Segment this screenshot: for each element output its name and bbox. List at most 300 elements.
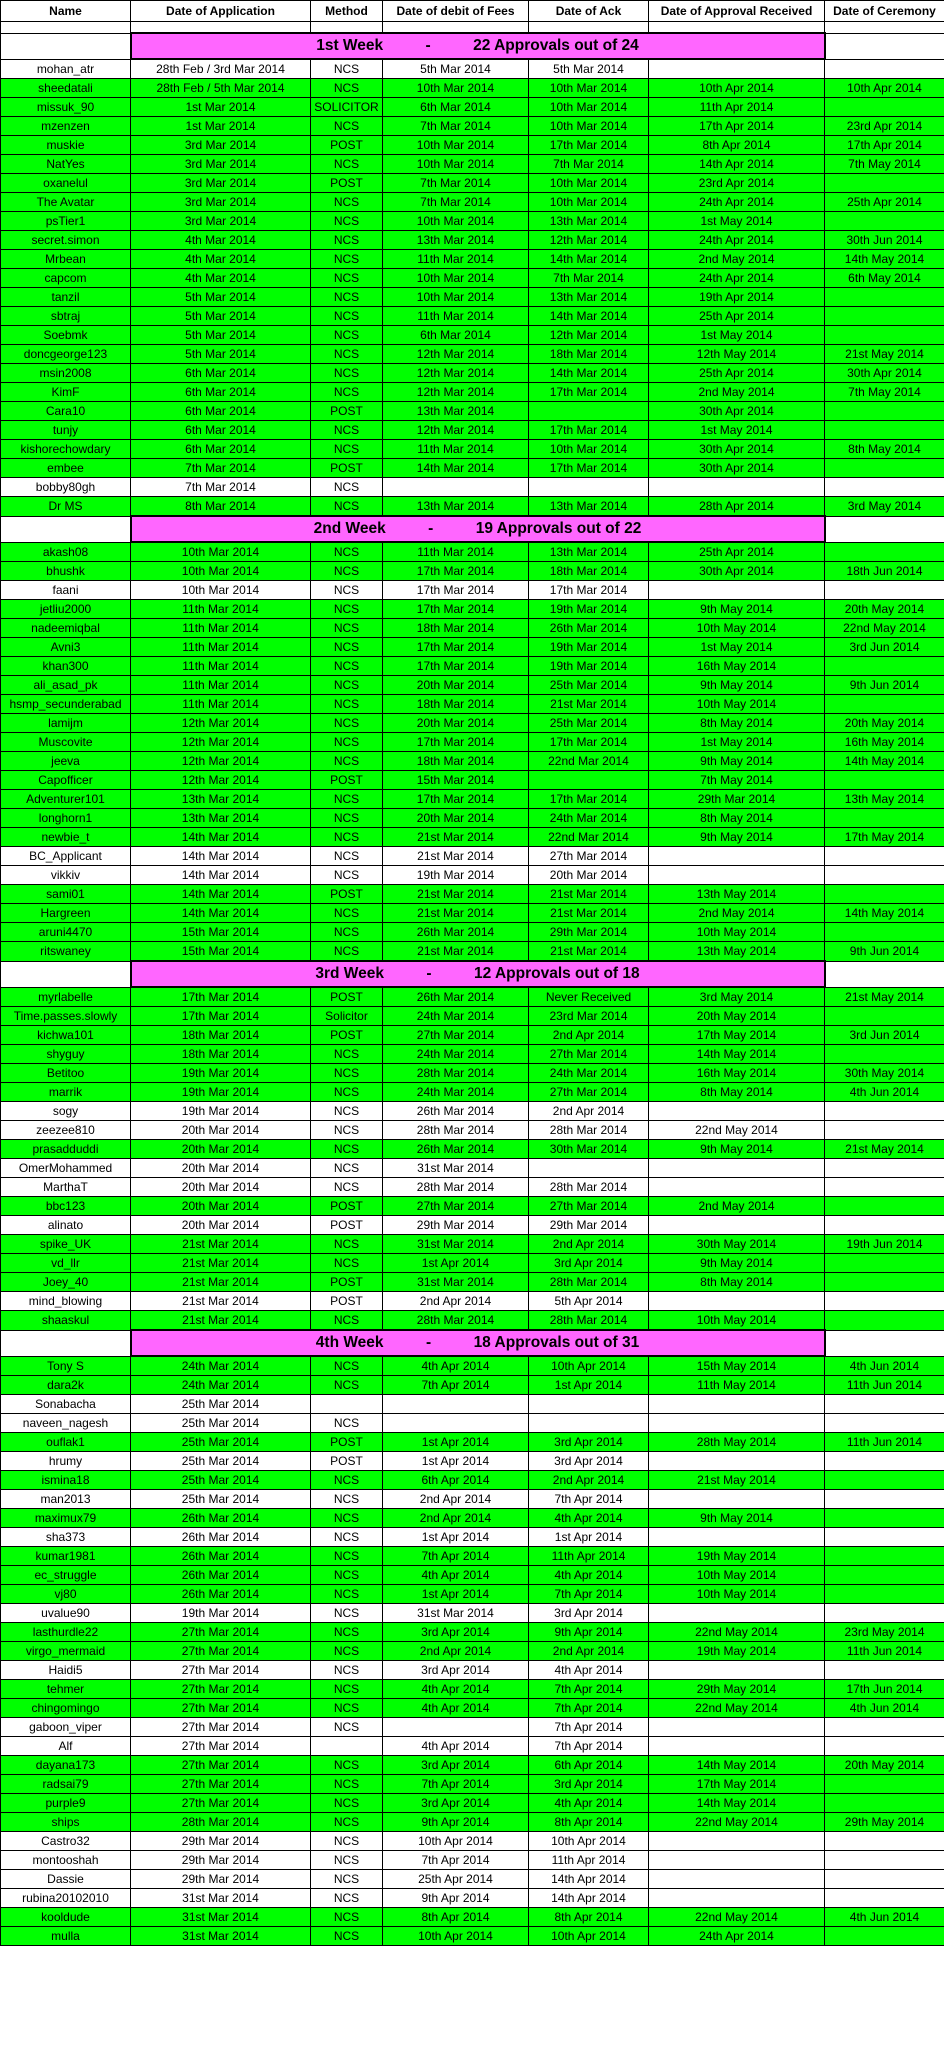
ack-date-cell: 17th Mar 2014 (529, 459, 649, 478)
applicant-name-cell: spike_UK (1, 1235, 131, 1254)
fee-debit-date-cell: 2nd Apr 2014 (383, 1509, 529, 1528)
ack-date-cell: 7th Mar 2014 (529, 269, 649, 288)
approval-date-cell: 20th May 2014 (649, 1007, 825, 1026)
ceremony-date-cell (825, 307, 944, 326)
approval-date-cell: 9th May 2014 (649, 1140, 825, 1159)
ack-date-cell: 10th Mar 2014 (529, 440, 649, 459)
approval-date-cell: 12th May 2014 (649, 345, 825, 364)
approval-date-cell (649, 59, 825, 79)
fee-debit-date-cell: 13th Mar 2014 (383, 402, 529, 421)
ceremony-date-cell: 17th Apr 2014 (825, 136, 944, 155)
ack-date-cell: 4th Apr 2014 (529, 1794, 649, 1813)
applicant-name-cell: dara2k (1, 1376, 131, 1395)
ceremony-date-cell: 13th May 2014 (825, 790, 944, 809)
table-row (1, 307, 944, 326)
method-cell: NCS (311, 1471, 383, 1490)
ack-date-cell: 19th Mar 2014 (529, 657, 649, 676)
ceremony-date-cell (825, 59, 944, 79)
approval-date-cell (649, 1216, 825, 1235)
table-row (1, 828, 944, 847)
approval-date-cell: 8th Apr 2014 (649, 136, 825, 155)
method-cell: NCS (311, 1889, 383, 1908)
applicant-name-cell: Joey_40 (1, 1273, 131, 1292)
ack-date-cell: 19th Mar 2014 (529, 600, 649, 619)
ceremony-date-cell (825, 1159, 944, 1178)
method-cell: NCS (311, 1623, 383, 1642)
application-date-cell: 12th Mar 2014 (131, 714, 311, 733)
method-cell: POST (311, 459, 383, 478)
application-date-cell: 27th Mar 2014 (131, 1623, 311, 1642)
table-row (1, 885, 944, 904)
applicant-name-cell: Dr MS (1, 497, 131, 517)
method-cell: NCS (311, 1547, 383, 1566)
fee-debit-date-cell: 13th Mar 2014 (383, 231, 529, 250)
ack-date-cell: 27th Mar 2014 (529, 847, 649, 866)
table-row (1, 1045, 944, 1064)
fee-debit-date-cell: 28th Mar 2014 (383, 1311, 529, 1331)
application-date-cell: 20th Mar 2014 (131, 1216, 311, 1235)
fee-debit-date-cell: 28th Mar 2014 (383, 1121, 529, 1140)
applicant-name-cell: lamijm (1, 714, 131, 733)
approval-date-cell: 10th May 2014 (649, 1311, 825, 1331)
col-header-name: Name (1, 1, 131, 22)
method-cell: NCS (311, 1851, 383, 1870)
applicant-name-cell: alinato (1, 1216, 131, 1235)
method-cell (311, 1395, 383, 1414)
method-cell: NCS (311, 1718, 383, 1737)
approval-date-cell: 24th Apr 2014 (649, 193, 825, 212)
ceremony-date-cell: 25th Apr 2014 (825, 193, 944, 212)
fee-debit-date-cell: 7th Apr 2014 (383, 1376, 529, 1395)
table-row (1, 1433, 944, 1452)
applicant-name-cell: Adventurer101 (1, 790, 131, 809)
applicant-name-cell: Cara10 (1, 402, 131, 421)
ceremony-date-cell: 7th May 2014 (825, 155, 944, 174)
week-header-row (1, 33, 944, 59)
applicant-name-cell: khan300 (1, 657, 131, 676)
application-date-cell: 21st Mar 2014 (131, 1273, 311, 1292)
applicant-name-cell: doncgeorge123 (1, 345, 131, 364)
fee-debit-date-cell: 24th Mar 2014 (383, 1045, 529, 1064)
method-cell: NCS (311, 1376, 383, 1395)
approval-date-cell (649, 1178, 825, 1197)
fee-debit-date-cell: 26th Mar 2014 (383, 1102, 529, 1121)
method-cell: NCS (311, 345, 383, 364)
application-date-cell: 27th Mar 2014 (131, 1737, 311, 1756)
fee-debit-date-cell: 4th Apr 2014 (383, 1356, 529, 1376)
method-cell: NCS (311, 1813, 383, 1832)
applicant-name-cell: BC_Applicant (1, 847, 131, 866)
application-date-cell: 21st Mar 2014 (131, 1254, 311, 1273)
applicant-name-cell: Dassie (1, 1870, 131, 1889)
fee-debit-date-cell: 6th Mar 2014 (383, 326, 529, 345)
method-cell: NCS (311, 828, 383, 847)
approval-date-cell (649, 866, 825, 885)
application-date-cell: 3rd Mar 2014 (131, 155, 311, 174)
approval-date-cell: 21st May 2014 (649, 1471, 825, 1490)
applicant-name-cell: Sonabacha (1, 1395, 131, 1414)
ack-date-cell: 29th Mar 2014 (529, 1216, 649, 1235)
ceremony-date-cell: 29th May 2014 (825, 1813, 944, 1832)
table-row (1, 269, 944, 288)
ceremony-date-cell: 17th May 2014 (825, 828, 944, 847)
approval-date-cell (649, 478, 825, 497)
table-row (1, 1927, 944, 1946)
applicant-name-cell: longhorn1 (1, 809, 131, 828)
ack-date-cell: 27th Mar 2014 (529, 1197, 649, 1216)
ack-date-cell: 13th Mar 2014 (529, 288, 649, 307)
approval-date-cell (649, 1452, 825, 1471)
ack-date-cell: 7th Apr 2014 (529, 1718, 649, 1737)
approval-date-cell: 17th May 2014 (649, 1775, 825, 1794)
application-date-cell: 1st Mar 2014 (131, 98, 311, 117)
method-cell: NCS (311, 326, 383, 345)
ceremony-date-cell: 21st May 2014 (825, 1140, 944, 1159)
ceremony-date-cell: 11th Jun 2014 (825, 1433, 944, 1452)
ceremony-date-cell (825, 402, 944, 421)
ack-date-cell: 7th Apr 2014 (529, 1737, 649, 1756)
approval-date-cell: 9th May 2014 (649, 676, 825, 695)
method-cell: Solicitor (311, 1007, 383, 1026)
applicant-name-cell: prasadduddi (1, 1140, 131, 1159)
applicant-name-cell: radsai79 (1, 1775, 131, 1794)
ceremony-date-cell: 3rd Jun 2014 (825, 1026, 944, 1045)
ack-date-cell: 21st Mar 2014 (529, 942, 649, 962)
approval-date-cell: 9th May 2014 (649, 1254, 825, 1273)
blank-cell (825, 22, 944, 34)
approval-date-cell: 28th May 2014 (649, 1433, 825, 1452)
method-cell: POST (311, 1026, 383, 1045)
applicant-name-cell: kumar1981 (1, 1547, 131, 1566)
fee-debit-date-cell: 31st Mar 2014 (383, 1604, 529, 1623)
fee-debit-date-cell: 25th Apr 2014 (383, 1870, 529, 1889)
approval-date-cell: 9th May 2014 (649, 600, 825, 619)
ack-date-cell: 3rd Apr 2014 (529, 1604, 649, 1623)
ack-date-cell: 30th Mar 2014 (529, 1140, 649, 1159)
fee-debit-date-cell: 10th Apr 2014 (383, 1927, 529, 1946)
table-row (1, 1311, 944, 1331)
application-date-cell: 24th Mar 2014 (131, 1376, 311, 1395)
application-date-cell: 26th Mar 2014 (131, 1509, 311, 1528)
fee-debit-date-cell: 21st Mar 2014 (383, 942, 529, 962)
fee-debit-date-cell: 7th Apr 2014 (383, 1775, 529, 1794)
fee-debit-date-cell: 11th Mar 2014 (383, 542, 529, 562)
table-row (1, 1509, 944, 1528)
method-cell: POST (311, 136, 383, 155)
table-row (1, 657, 944, 676)
method-cell: NCS (311, 440, 383, 459)
ack-date-cell: 1st Apr 2014 (529, 1528, 649, 1547)
applicant-name-cell: jetliu2000 (1, 600, 131, 619)
applicant-name-cell: hrumy (1, 1452, 131, 1471)
week-header-label (131, 961, 825, 987)
application-date-cell: 20th Mar 2014 (131, 1159, 311, 1178)
approval-date-cell: 30th May 2014 (649, 1235, 825, 1254)
fee-debit-date-cell: 6th Apr 2014 (383, 1471, 529, 1490)
approval-date-cell: 9th May 2014 (649, 1509, 825, 1528)
application-date-cell: 29th Mar 2014 (131, 1851, 311, 1870)
ceremony-date-cell: 4th Jun 2014 (825, 1699, 944, 1718)
fee-debit-date-cell: 20th Mar 2014 (383, 809, 529, 828)
header-row (1, 1, 944, 22)
applicant-name-cell: vikkiv (1, 866, 131, 885)
application-date-cell: 5th Mar 2014 (131, 307, 311, 326)
ceremony-date-cell: 30th Jun 2014 (825, 231, 944, 250)
table-row (1, 459, 944, 478)
application-date-cell: 20th Mar 2014 (131, 1121, 311, 1140)
ack-date-cell: 24th Mar 2014 (529, 809, 649, 828)
application-date-cell: 10th Mar 2014 (131, 542, 311, 562)
ceremony-date-cell (825, 1254, 944, 1273)
ack-date-cell: 18th Mar 2014 (529, 345, 649, 364)
application-date-cell: 6th Mar 2014 (131, 402, 311, 421)
application-date-cell: 21st Mar 2014 (131, 1292, 311, 1311)
application-date-cell: 5th Mar 2014 (131, 326, 311, 345)
ack-date-cell: 2nd Apr 2014 (529, 1026, 649, 1045)
approval-date-cell (649, 1832, 825, 1851)
table-row (1, 1083, 944, 1102)
application-date-cell: 10th Mar 2014 (131, 562, 311, 581)
ceremony-date-cell (825, 98, 944, 117)
approval-date-cell (649, 1159, 825, 1178)
fee-debit-date-cell: 4th Apr 2014 (383, 1566, 529, 1585)
fee-debit-date-cell: 9th Apr 2014 (383, 1889, 529, 1908)
table-row (1, 1870, 944, 1889)
application-date-cell: 12th Mar 2014 (131, 752, 311, 771)
ack-date-cell: 3rd Apr 2014 (529, 1452, 649, 1471)
method-cell: NCS (311, 1699, 383, 1718)
method-cell: NCS (311, 809, 383, 828)
fee-debit-date-cell: 3rd Apr 2014 (383, 1756, 529, 1775)
ack-date-cell: 28th Mar 2014 (529, 1273, 649, 1292)
application-date-cell: 31st Mar 2014 (131, 1927, 311, 1946)
application-date-cell: 11th Mar 2014 (131, 638, 311, 657)
table-row (1, 155, 944, 174)
fee-debit-date-cell: 6th Mar 2014 (383, 98, 529, 117)
ack-date-cell: 4th Apr 2014 (529, 1661, 649, 1680)
ack-date-cell: 4th Apr 2014 (529, 1566, 649, 1585)
applicant-name-cell: aruni4470 (1, 923, 131, 942)
ack-date-cell: 10th Mar 2014 (529, 174, 649, 193)
approval-date-cell: 30th Apr 2014 (649, 459, 825, 478)
fee-debit-date-cell: 10th Mar 2014 (383, 79, 529, 98)
table-row (1, 174, 944, 193)
approval-date-cell: 24th Apr 2014 (649, 269, 825, 288)
ack-date-cell: 7th Apr 2014 (529, 1699, 649, 1718)
applicant-name-cell: KimF (1, 383, 131, 402)
approval-date-cell: 19th May 2014 (649, 1547, 825, 1566)
ceremony-date-cell (825, 288, 944, 307)
table-row (1, 1547, 944, 1566)
ceremony-date-cell (825, 885, 944, 904)
method-cell: NCS (311, 942, 383, 962)
applicant-name-cell: Hargreen (1, 904, 131, 923)
table-row (1, 1756, 944, 1775)
ceremony-date-cell (825, 421, 944, 440)
method-cell: NCS (311, 193, 383, 212)
fee-debit-date-cell: 18th Mar 2014 (383, 619, 529, 638)
ack-date-cell: 17th Mar 2014 (529, 136, 649, 155)
method-cell: NCS (311, 1490, 383, 1509)
application-date-cell: 14th Mar 2014 (131, 828, 311, 847)
method-cell: NCS (311, 1178, 383, 1197)
approval-date-cell: 24th Apr 2014 (649, 231, 825, 250)
ack-date-cell: 5th Mar 2014 (529, 59, 649, 79)
applicant-name-cell: man2013 (1, 1490, 131, 1509)
ack-date-cell: 8th Apr 2014 (529, 1908, 649, 1927)
ceremony-date-cell: 3rd Jun 2014 (825, 638, 944, 657)
ack-date-cell: 28th Mar 2014 (529, 1311, 649, 1331)
fee-debit-date-cell: 4th Apr 2014 (383, 1737, 529, 1756)
approval-date-cell: 1st May 2014 (649, 212, 825, 231)
blank-cell (649, 22, 825, 34)
applicant-name-cell: ouflak1 (1, 1433, 131, 1452)
applicant-name-cell: tunjy (1, 421, 131, 440)
table-row (1, 904, 944, 923)
applicant-name-cell: shyguy (1, 1045, 131, 1064)
ack-date-cell: 3rd Apr 2014 (529, 1775, 649, 1794)
approval-date-cell: 15th May 2014 (649, 1356, 825, 1376)
method-cell: NCS (311, 866, 383, 885)
ack-date-cell: 1st Apr 2014 (529, 1376, 649, 1395)
approval-date-cell: 30th Apr 2014 (649, 402, 825, 421)
application-date-cell: 6th Mar 2014 (131, 440, 311, 459)
table-row (1, 942, 944, 962)
application-date-cell: 3rd Mar 2014 (131, 212, 311, 231)
ack-date-cell: 27th Mar 2014 (529, 1045, 649, 1064)
approval-date-cell: 8th May 2014 (649, 714, 825, 733)
method-cell: NCS (311, 562, 383, 581)
ack-date-cell: 21st Mar 2014 (529, 904, 649, 923)
col-header-method: Method (311, 1, 383, 22)
table-row (1, 638, 944, 657)
fee-debit-date-cell: 18th Mar 2014 (383, 695, 529, 714)
fee-debit-date-cell: 19th Mar 2014 (383, 866, 529, 885)
week-row-blank-cell (1, 961, 131, 987)
method-cell: NCS (311, 1604, 383, 1623)
applicant-name-cell: Muscovite (1, 733, 131, 752)
fee-debit-date-cell (383, 1395, 529, 1414)
week-approval-summary: 12 Approvals out of 18 (473, 965, 640, 982)
applicant-name-cell: ritswaney (1, 942, 131, 962)
method-cell: NCS (311, 269, 383, 288)
approval-date-cell: 25th Apr 2014 (649, 542, 825, 562)
ceremony-date-cell (825, 1832, 944, 1851)
ack-date-cell: 2nd Apr 2014 (529, 1471, 649, 1490)
table-row (1, 695, 944, 714)
method-cell: NCS (311, 1121, 383, 1140)
table-row (1, 383, 944, 402)
table-row (1, 1395, 944, 1414)
ceremony-date-cell (825, 1311, 944, 1331)
ack-date-cell: 14th Mar 2014 (529, 364, 649, 383)
table-row (1, 1178, 944, 1197)
fee-debit-date-cell: 1st Apr 2014 (383, 1433, 529, 1452)
table-row (1, 1026, 944, 1045)
method-cell: POST (311, 885, 383, 904)
fee-debit-date-cell: 14th Mar 2014 (383, 459, 529, 478)
table-row (1, 847, 944, 866)
table-row (1, 1889, 944, 1908)
approval-date-cell: 19th Apr 2014 (649, 288, 825, 307)
ceremony-date-cell: 20th May 2014 (825, 714, 944, 733)
approval-date-cell: 29th Mar 2014 (649, 790, 825, 809)
approval-date-cell: 2nd May 2014 (649, 904, 825, 923)
application-date-cell: 10th Mar 2014 (131, 581, 311, 600)
fee-debit-date-cell: 15th Mar 2014 (383, 771, 529, 790)
method-cell: NCS (311, 1159, 383, 1178)
application-date-cell: 26th Mar 2014 (131, 1585, 311, 1604)
application-date-cell: 3rd Mar 2014 (131, 193, 311, 212)
method-cell: NCS (311, 542, 383, 562)
ack-date-cell: 10th Apr 2014 (529, 1832, 649, 1851)
ack-date-cell: 26th Mar 2014 (529, 619, 649, 638)
ceremony-date-cell (825, 459, 944, 478)
approval-date-cell: 8th May 2014 (649, 809, 825, 828)
application-date-cell: 29th Mar 2014 (131, 1870, 311, 1889)
fee-debit-date-cell: 28th Mar 2014 (383, 1178, 529, 1197)
fee-debit-date-cell: 2nd Apr 2014 (383, 1292, 529, 1311)
fee-debit-date-cell: 10th Mar 2014 (383, 269, 529, 288)
approval-date-cell: 10th May 2014 (649, 923, 825, 942)
ceremony-date-cell (825, 1007, 944, 1026)
ack-date-cell (529, 1159, 649, 1178)
method-cell: SOLICITOR (311, 98, 383, 117)
method-cell: NCS (311, 1680, 383, 1699)
applicant-name-cell: Castro32 (1, 1832, 131, 1851)
table-row (1, 1292, 944, 1311)
approval-date-cell: 13th May 2014 (649, 885, 825, 904)
application-date-cell: 5th Mar 2014 (131, 345, 311, 364)
table-row (1, 1471, 944, 1490)
method-cell: POST (311, 1216, 383, 1235)
table-row (1, 676, 944, 695)
approval-date-cell: 17th Apr 2014 (649, 117, 825, 136)
method-cell: NCS (311, 1235, 383, 1254)
ceremony-date-cell: 4th Jun 2014 (825, 1356, 944, 1376)
applicant-name-cell: tehmer (1, 1680, 131, 1699)
approval-date-cell: 1st May 2014 (649, 421, 825, 440)
method-cell: NCS (311, 117, 383, 136)
application-date-cell: 18th Mar 2014 (131, 1026, 311, 1045)
fee-debit-date-cell: 7th Mar 2014 (383, 174, 529, 193)
method-cell: NCS (311, 695, 383, 714)
application-date-cell: 21st Mar 2014 (131, 1235, 311, 1254)
application-date-cell: 15th Mar 2014 (131, 942, 311, 962)
ceremony-date-cell (825, 1547, 944, 1566)
fee-debit-date-cell: 2nd Apr 2014 (383, 1642, 529, 1661)
week-title: 4th Week (315, 1334, 384, 1351)
approval-date-cell: 14th May 2014 (649, 1045, 825, 1064)
applicant-name-cell: kichwa101 (1, 1026, 131, 1045)
application-date-cell: 29th Mar 2014 (131, 1832, 311, 1851)
approval-date-cell: 19th May 2014 (649, 1642, 825, 1661)
applicant-name-cell: myrlabelle (1, 987, 131, 1007)
ceremony-date-cell (825, 326, 944, 345)
fee-debit-date-cell: 7th Apr 2014 (383, 1851, 529, 1870)
fee-debit-date-cell: 21st Mar 2014 (383, 828, 529, 847)
approval-date-cell (649, 847, 825, 866)
fee-debit-date-cell: 17th Mar 2014 (383, 790, 529, 809)
ceremony-date-cell: 30th Apr 2014 (825, 364, 944, 383)
ceremony-date-cell (825, 1273, 944, 1292)
table-row (1, 1102, 944, 1121)
approval-date-cell (649, 1490, 825, 1509)
application-date-cell: 19th Mar 2014 (131, 1102, 311, 1121)
table-row (1, 345, 944, 364)
approval-date-cell (649, 1718, 825, 1737)
method-cell: NCS (311, 1908, 383, 1927)
